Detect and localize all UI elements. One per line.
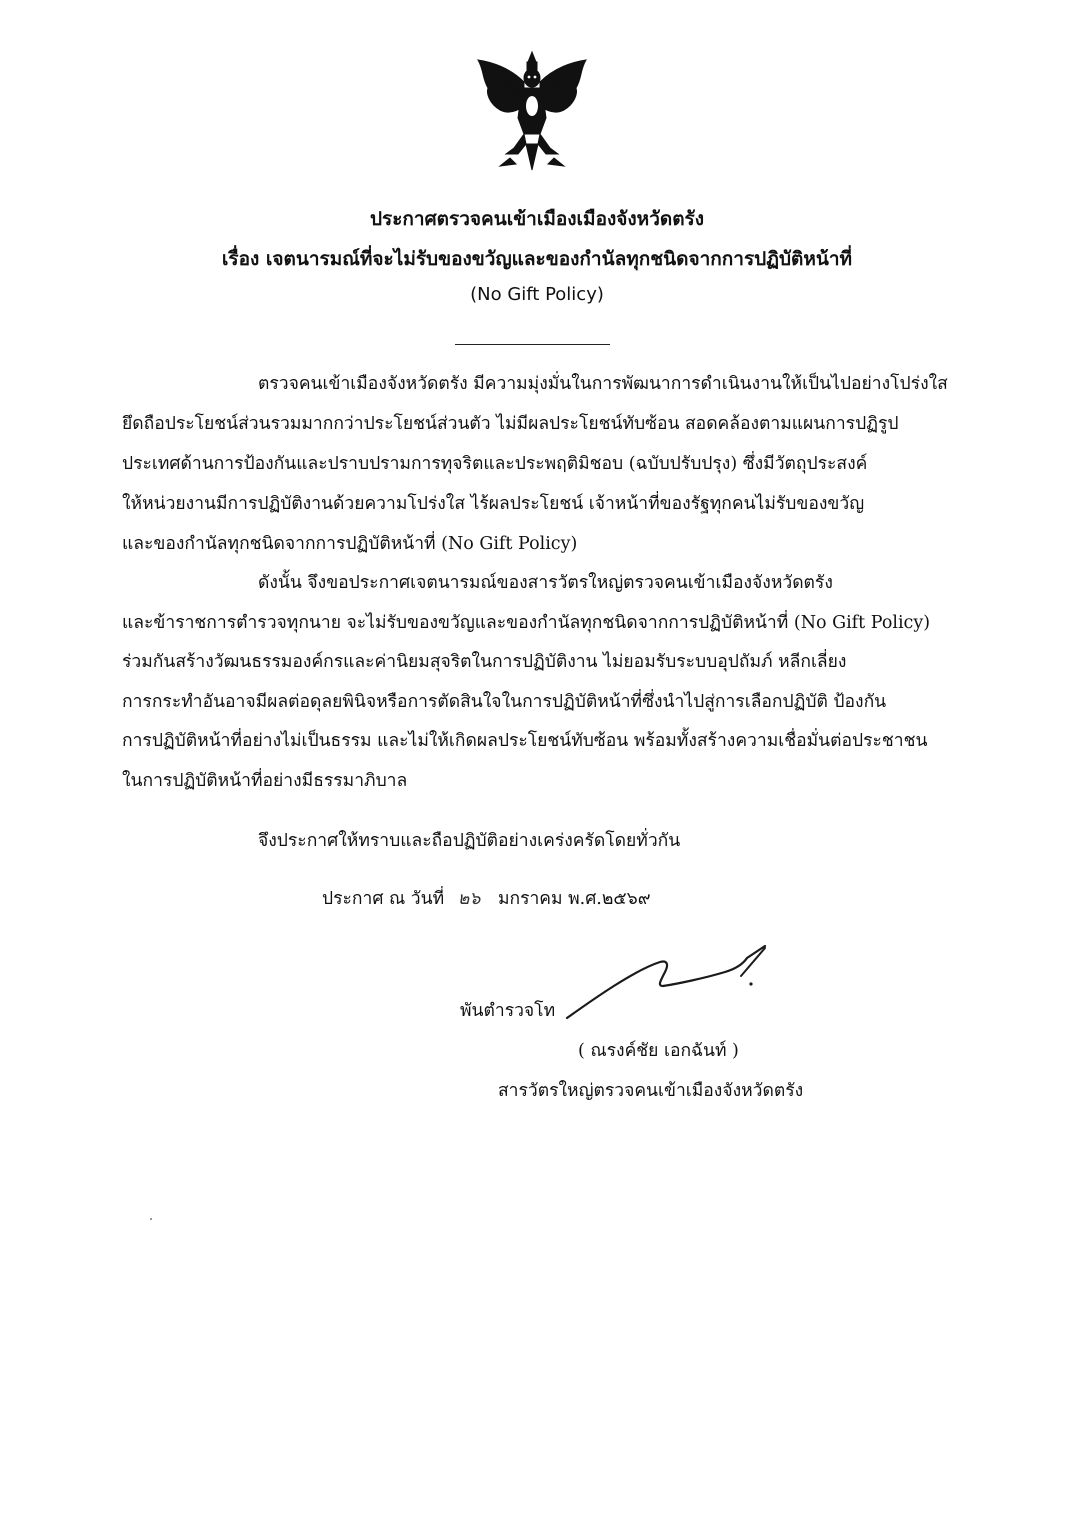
- date-day-handwritten: ๒๖: [457, 889, 481, 909]
- signer-name: ( ณรงค์ชัย เอกฉันท์ ): [578, 1041, 739, 1061]
- closing-statement: จึงประกาศให้ทราบและถือปฏิบัติอย่างเคร่งครัดโดยทั่วกัน: [258, 831, 681, 851]
- paragraph-1-line: ให้หน่วยงานมีการปฏิบัติงานด้วยความโปร่งใส ไร้ผลประโยชน์ เจ้าหน้าที่ของรัฐทุกคนไม่รับของขวัญ: [122, 494, 865, 514]
- signer-rank: พันตำรวจโท: [460, 1001, 556, 1021]
- paragraph-2-line: ในการปฏิบัติหน้าที่อย่างมีธรรมาภิบาล: [122, 771, 408, 791]
- signer-position: สารวัตรใหญ่ตรวจคนเข้าเมืองจังหวัดตรัง: [498, 1081, 804, 1101]
- announcement-date: [322, 884, 651, 912]
- paragraph-1-line: ประเทศด้านการป้องกันและปราบปรามการทุจริตและประพฤติมิชอบ (ฉบับปรับปรุง) ซึ่งมีวัตถุประสงค์: [122, 454, 868, 474]
- paragraph-1-line: ตรวจคนเข้าเมืองจังหวัดตรัง มีความมุ่งมั่นในการพัฒนาการดำเนินงานให้เป็นไปอย่างโปร่งใส: [258, 374, 948, 394]
- paragraph-1-line: และของกำนัลทุกชนิดจากการปฏิบัติหน้าที่ (No Gift Policy): [122, 534, 578, 554]
- handwritten-signature: [565, 940, 775, 1025]
- paragraph-1-line: ยึดถือประโยชน์ส่วนรวมมากกว่าประโยชน์ส่วนตัว ไม่มีผลประโยชน์ทับซ้อน สอดคล้องตามแผนการปฏิรูป: [122, 414, 899, 434]
- garuda-emblem-icon: [470, 48, 594, 174]
- paragraph-2-line: และข้าราชการตำรวจทุกนาย จะไม่รับของขวัญและของกำนัลทุกชนิดจากการปฏิบัติหน้าที่ (No Gift Policy): [122, 613, 931, 633]
- paragraph-2-line: ดังนั้น จึงขอประกาศเจตนารมณ์ของสารวัตรใหญ่ตรวจคนเข้าเมืองจังหวัดตรัง: [258, 573, 833, 593]
- date-month-year: มกราคม พ.ศ.๒๕๖๙: [497, 889, 651, 909]
- title-divider: [455, 344, 610, 345]
- paragraph-2-line: ร่วมกันสร้างวัฒนธรรมองค์กรและค่านิยมสุจริตในการปฏิบัติงาน ไม่ยอมรับระบบอุปถัมภ์ หลีกเลี่ยง: [122, 652, 847, 672]
- scan-speck: [150, 1218, 152, 1220]
- date-prefix: ประกาศ ณ วันที่: [322, 889, 445, 909]
- paragraph-2-line: การปฏิบัติหน้าที่อย่างไม่เป็นธรรม และไม่ให้เกิดผลประโยชน์ทับซ้อน พร้อมทั้งสร้างความเชื่อมั่นต่อประชาชน: [122, 731, 928, 751]
- announcement-policy-name: (No Gift Policy): [470, 284, 604, 305]
- announcement-title: ประกาศตรวจคนเข้าเมืองเมืองจังหวัดตรัง: [369, 208, 705, 230]
- paragraph-2-line: การกระทำอันอาจมีผลต่อดุลยพินิจหรือการตัดสินใจในการปฏิบัติหน้าที่ซึ่งนำไปสู่การเลือกปฏิบัติ ป้องกัน: [122, 692, 887, 712]
- announcement-subject: เรื่อง เจตนารมณ์ที่จะไม่รับของขวัญและของกำนัลทุกชนิดจากการปฏิบัติหน้าที่: [221, 248, 853, 270]
